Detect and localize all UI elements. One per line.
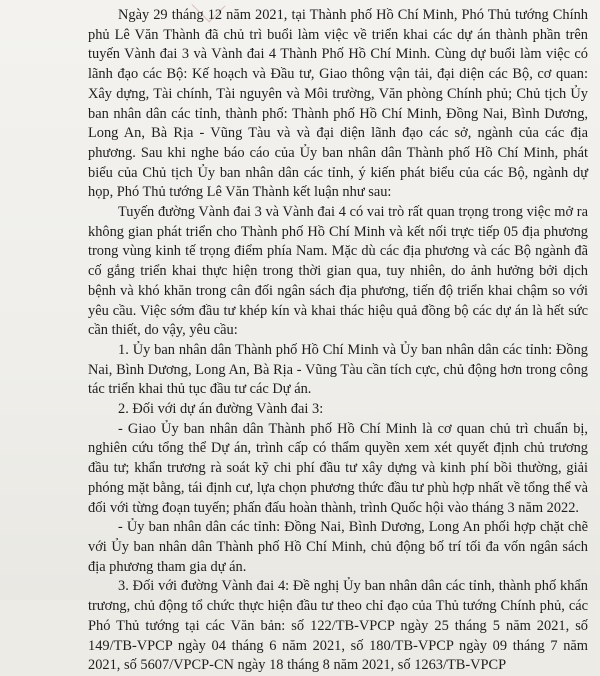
item-2-bullet-2: - Ủy ban nhân dân các tỉnh: Đồng Nai, Bình Dương, Long An phối hợp chặt chẽ với Ủy ban nhân dân Thành phố Hồ Chí Minh, chủ động bố trí tối đa vốn ngân sách địa phương tham gia dự án. — [88, 519, 588, 575]
intro-paragraph: Ngày 29 tháng 12 năm 2021, tại Thành phố Hồ Chí Minh, Phó Thủ tướng Chính phủ Lê Văn Thành đã chủ trì buổi làm việc về triển khai các dự án thành phần trên tuyến Vành đai 3 và Vành đai 4 Thành Phố Hồ Chí Minh. Cùng dự buổi làm việc có lãnh đạo các Bộ: Kế hoạch và Đầu tư, Giao thông vận tải, đại diện các Bộ, cơ quan: Xây dựng, Tài chính, Tài nguyên và Môi trường, Văn phòng Chính phủ; Chủ tịch Ủy ban nhân dân các tỉnh, thành phố: Thành phố Hồ Chí Minh, Đồng Nai, Bình Dương, Long An, Bà Rịa - Vũng Tàu và và đại diện lãnh đạo các sở, ngành của các địa phương. Sau khi nghe báo cáo của Ủy ban nhân dân Thành phố Hồ Chí Minh, phát biểu của Chủ tịch Ủy ban nhân dân các tỉnh, ý kiến phát biểu của các Bộ, ngành dự họp, Phó Thủ tướng Lê Văn Thành kết luận như sau: — [88, 7, 588, 201]
context-paragraph: Tuyến đường Vành đai 3 và Vành đai 4 có vai trò rất quan trọng trong việc mở ra không gian phát triển cho Thành phố Hồ Chí Minh và kết nối trực tiếp 05 địa phương trong vùng kinh tế trọng điểm phía Nam. Mặc dù các địa phương và các Bộ ngành đã cố gắng triển khai thực hiện trong thời gian qua, tuy nhiên, do ảnh hưởng bởi dịch bệnh và khó khăn trong cân đối ngân sách địa phương, tiến độ triển khai chậm so với yêu cầu. Việc sớm đầu tư khép kín và khai thác hiệu quả đồng bộ các dự án là hết sức cần thiết, do vậy, yêu cầu: — [88, 204, 588, 339]
item-2-heading: 2. Đối với dự án đường Vành đai 3: — [118, 401, 324, 418]
item-2-bullet-1: - Giao Ủy ban nhân dân Thành phố Hồ Chí Minh là cơ quan chủ trì chuẩn bị, nghiên cứu tổng thể Dự án, trình cấp có thẩm quyền xem xét quyết định chủ trương đầu tư; khẩn trương rà soát kỹ chi phí đầu tư xây dựng và kinh phí bồi thường, giải phóng mặt bằng, tái định cư, lựa chọn phương thức đầu tư phù hợp nhất về tổng thể và đối với từng đoạn tuyến; phấn đấu hoàn thành, trình Quốc hội vào tháng 3 năm 2022. — [88, 420, 588, 516]
document-body — [88, 6, 588, 676]
item-3-paragraph: 3. Đối với đường Vành đai 4: Đề nghị Ủy ban nhân dân các tỉnh, thành phố khẩn trương, chủ động tổ chức thực hiện đầu tư theo chỉ đạo của Thủ tướng Chính phủ, các Phó Thủ tướng tại các Văn bản: số 122/TB-VPCP ngày 25 tháng 5 năm 2021, số 149/TB-VPCP ngày 04 tháng 6 năm 2021, số 180/TB-VPCP ngày 09 tháng 7 năm 2021, số 5607/VPCP-CN ngày 18 tháng 8 năm 2021, số 1263/TB-VPCP — [88, 578, 588, 674]
item-1-paragraph: 1. Ủy ban nhân dân Thành phố Hồ Chí Minh và Ủy ban nhân dân các tỉnh: Đồng Nai, Bình Dương, Long An, Bà Rịa - Vũng Tàu cần tích cực, chủ động hơn trong công tác triển khai thủ tục đầu tư các Dự án. — [88, 341, 588, 398]
